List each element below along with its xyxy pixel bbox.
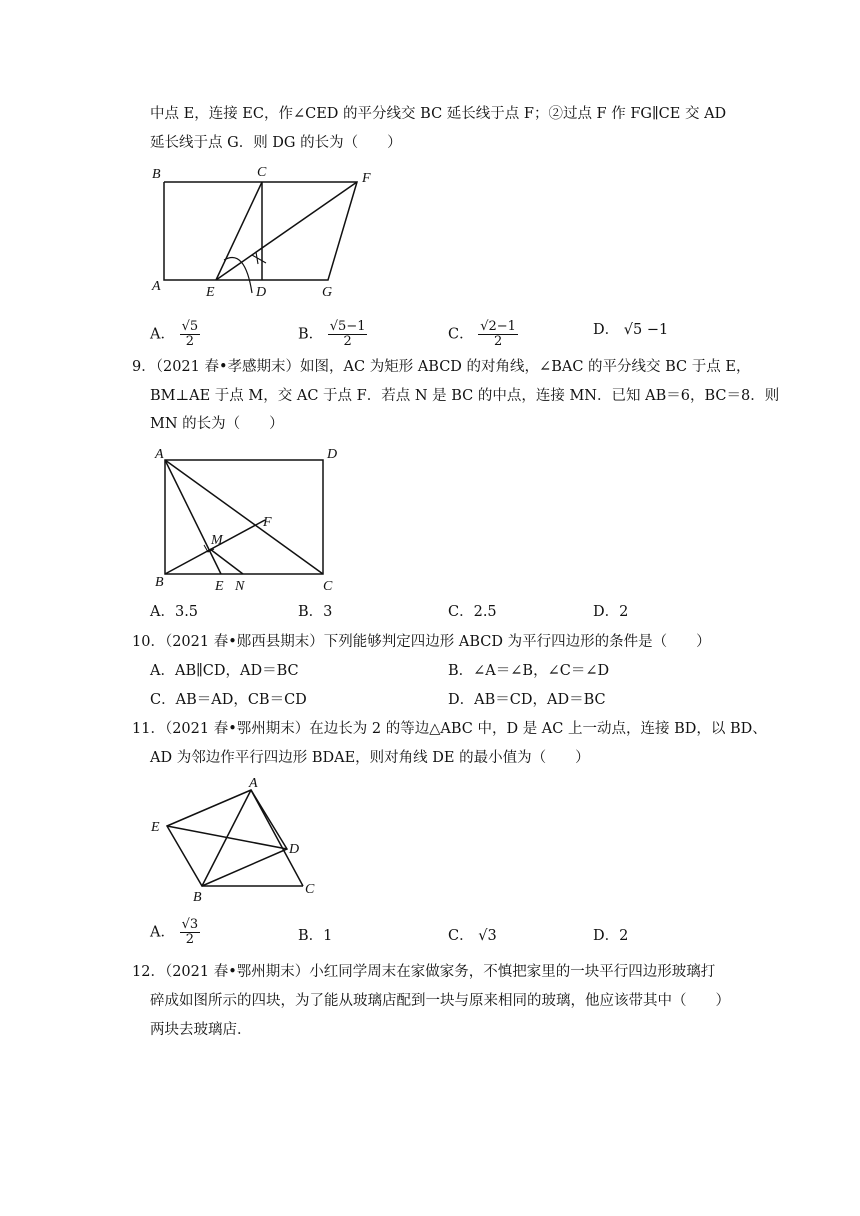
q11-text-line1: 11．（2021 春•鄂州期末）在边长为 2 的等边△ABC 中，D 是 AC 上一动点，连接 BD，以 BD、 [132, 721, 767, 737]
q12-text-line3: 两块去玻璃店． [150, 1022, 252, 1038]
q9-label-a: A [155, 447, 164, 462]
q9-label-f: F [263, 515, 272, 530]
q11-text-line2: AD 为邻边作平行四边形 BDAE，则对角线 DE 的最小值为（ ） [150, 750, 590, 766]
q12-text-line2: 碎成如图所示的四块，为了能从玻璃店配到一块与原来相同的玻璃，他应该带其中（ ） [150, 993, 730, 1009]
q11-option-d[interactable]: D．2 [593, 928, 629, 944]
option-letter: D． [593, 322, 620, 338]
q9-figure [145, 440, 355, 600]
q11-label-e: E [151, 820, 160, 835]
fraction-numerator: √3 [181, 917, 199, 932]
q9-option-b[interactable]: B．3 [298, 604, 333, 620]
q8-label-b: B [152, 167, 161, 182]
q10-option-a[interactable]: A．AB∥CD，AD＝BC [150, 663, 299, 679]
q10-text-line1: 10．（2021 春•郧西县期末）下列能够判定四边形 ABCD 为平行四边形的条件是（ ） [132, 634, 711, 650]
q11-label-a: A [249, 776, 258, 791]
q9-option-c[interactable]: C．2.5 [448, 604, 497, 620]
q11-label-b: B [193, 890, 202, 905]
q8-option-b[interactable] [298, 320, 367, 349]
fraction-denominator: 2 [185, 932, 195, 947]
q11-label-c: C [305, 882, 315, 897]
fraction-denominator: 2 [493, 334, 503, 349]
q8-figure [140, 160, 380, 300]
q9-option-a[interactable]: A．3.5 [150, 604, 199, 620]
q8-label-d: D [256, 285, 267, 300]
q11-option-c[interactable] [448, 926, 497, 946]
fraction [328, 320, 368, 349]
q10-option-b[interactable]: B．∠A＝∠B，∠C＝∠D [448, 663, 610, 679]
q12-text-line1: 12．（2021 春•鄂州期末）小红同学周末在家做家务，不慎把家里的一块平行四边形玻璃打 [132, 964, 716, 980]
q9-label-c: C [323, 579, 333, 594]
q9-label-d: D [327, 447, 338, 462]
q8-label-g: G [322, 285, 333, 300]
q11-option-b[interactable]: B．1 [298, 928, 333, 944]
q8-label-a: A [152, 279, 161, 294]
q9-option-d[interactable]: D．2 [593, 604, 629, 620]
q8-text-line1: 中点 E，连接 EC，作∠CED 的平分线交 BC 延长线于点 F；②过点 F 作 FG∥CE 交 AD [150, 106, 727, 122]
fraction-denominator: 2 [185, 334, 195, 349]
option-letter: C． [448, 928, 474, 944]
q8-label-f: F [362, 171, 371, 186]
q9-text-line3: MN 的长为（ ） [150, 416, 284, 432]
q9-text-line1: 9．（2021 春•孝感期末）如图，AC 为矩形 ABCD 的对角线，∠BAC 的平分线交 BC 于点 E， [132, 359, 751, 375]
q8-option-d[interactable] [593, 320, 668, 340]
q8-label-c: C [257, 165, 267, 180]
fraction-denominator: 2 [343, 334, 352, 349]
fraction-numerator: √2−1 [480, 319, 516, 334]
fraction [180, 918, 201, 947]
q11-label-d: D [289, 842, 300, 857]
q10-option-c[interactable]: C．AB＝AD，CB＝CD [150, 692, 307, 708]
q8-option-a[interactable] [150, 320, 200, 349]
q9-text-line2: BM⊥AE 于点 M，交 AC 于点 F．若点 N 是 BC 的中点，连接 MN．已知 AB＝6，BC＝8．则 [150, 388, 780, 404]
q11-figure [145, 775, 335, 905]
q9-label-b: B [155, 575, 164, 590]
q8-label-e: E [206, 285, 215, 300]
q11-option-a[interactable] [150, 918, 200, 947]
fraction-numerator: √5−1 [329, 319, 366, 334]
q9-label-m: M [211, 533, 223, 548]
option-letter: A． [150, 326, 175, 343]
q9-label-e: E [215, 579, 224, 594]
option-letter: B． [298, 326, 324, 343]
q8-text-line2: 延长线于点 G．则 DG 的长为（ ） [150, 135, 402, 151]
option-letter: A． [150, 924, 175, 941]
q9-label-n: N [235, 579, 245, 594]
option-letter: C． [448, 326, 474, 343]
option-value: √5 −1 [623, 322, 669, 338]
q10-option-d[interactable]: D．AB＝CD，AD＝BC [448, 692, 606, 708]
q8-option-c[interactable] [448, 320, 518, 349]
option-value: √3 [478, 928, 497, 944]
fraction-numerator: √5 [181, 319, 199, 334]
fraction [478, 320, 518, 349]
fraction [180, 320, 201, 349]
